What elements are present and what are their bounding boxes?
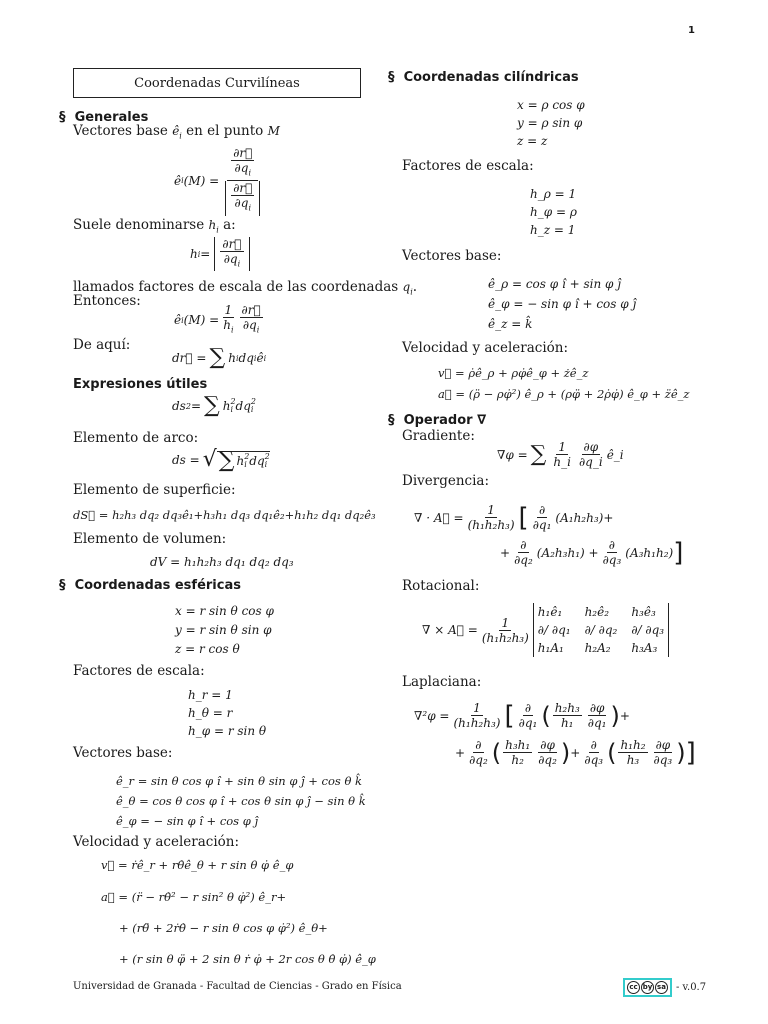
fraction	[551, 440, 573, 469]
denominator: ∂q₁	[532, 518, 552, 532]
radicand	[217, 448, 270, 473]
superscript: 2	[230, 397, 236, 406]
gradiente-label: Gradiente:	[402, 428, 475, 444]
fraction	[240, 303, 263, 337]
text: ∇²φ =	[414, 708, 450, 723]
esfericas-acceleration	[101, 882, 376, 975]
fraction	[451, 701, 502, 730]
esfericas-velacel-label: Velocidad y aceleración:	[73, 834, 240, 850]
coord-z: z = z	[517, 134, 548, 148]
superscript: 2	[185, 401, 191, 411]
acc-line-2: + (rθ̈ + 2ṙθ̇ − r sin θ cos φ φ̇²) ê_θ+	[119, 921, 328, 935]
equation-divergence-line2	[500, 538, 683, 567]
footer-right	[623, 978, 706, 997]
base-r: ê_r = sin θ cos φ î + sin θ sin φ ĵ + cos θ k̂	[116, 774, 363, 788]
subscript: i	[256, 325, 260, 335]
text: ê_i	[606, 447, 624, 462]
numerator: ∂	[475, 738, 482, 752]
fraction	[223, 146, 262, 216]
section-mark: §	[59, 110, 66, 125]
scale-z: h_z = 1	[530, 223, 576, 237]
cilindricas-scales	[530, 185, 577, 239]
fraction	[582, 738, 605, 767]
det-cell: h₂A₂	[584, 641, 611, 655]
acc-line-1: a⃗ = (r̈ − rθ̇² − r sin² θ φ̇²) ê_r+	[101, 890, 287, 904]
esfericas-scales	[188, 686, 266, 740]
section-mark: §	[388, 70, 395, 85]
text: h	[223, 318, 231, 332]
cilindricas-bases	[488, 274, 636, 334]
section-operador-heading	[388, 413, 486, 428]
denominator	[222, 252, 242, 271]
det-cell: ∂/ ∂q₁	[537, 623, 571, 637]
text: ∂q	[234, 196, 249, 211]
sub-sup	[265, 453, 270, 469]
denominator: ∂q₂	[514, 553, 533, 567]
text: dq	[235, 399, 251, 413]
page-number: 1	[688, 25, 695, 36]
heading-text: Coordenadas esféricas	[74, 578, 241, 593]
numerator: ∂	[608, 538, 616, 552]
denominator: ∂q₁	[587, 716, 607, 730]
numerator: h₃h₁	[505, 738, 531, 752]
equation-ds2	[172, 393, 257, 418]
denominator: (h₁h₂h₃)	[467, 518, 515, 532]
numerator: ∂r⃗	[222, 237, 242, 251]
bracket-close: ]	[685, 737, 696, 768]
numerator: ∂φ	[540, 738, 555, 752]
scale-phi: h_φ = ρ	[530, 205, 577, 219]
paren-open: (	[541, 701, 551, 730]
elemento-volumen-label: Elemento de volumen:	[73, 531, 227, 547]
section-mark: §	[388, 413, 395, 428]
numerator: ∂φ	[655, 738, 671, 752]
det-cell: h₃A₃	[631, 641, 658, 655]
coord-z: z = r cos θ	[175, 642, 240, 656]
symbol: ê	[172, 124, 180, 138]
de-aqui-label: De aquí:	[73, 337, 131, 353]
symbol: M	[267, 124, 280, 138]
subscript: i	[181, 176, 184, 186]
paren-close: )	[610, 701, 620, 730]
equation-laplacian-line1	[414, 701, 630, 730]
cilindricas-velacel-label: Velocidad y aceleración:	[402, 340, 569, 356]
fraction	[480, 616, 531, 645]
cc-icon: cc	[627, 981, 640, 994]
text: .	[412, 279, 418, 295]
page-title: Coordenadas Curvilíneas	[73, 68, 361, 98]
numerator: ∂	[590, 738, 597, 752]
fraction	[652, 738, 675, 767]
subscript: i	[244, 460, 247, 469]
denominator: h₃	[626, 753, 640, 767]
equation-hi	[190, 237, 250, 271]
det-cell: h₂ê₂	[584, 605, 610, 619]
text: (A₂h₃h₁) +	[536, 545, 599, 560]
subscript: i	[230, 325, 234, 335]
coord-x: x = ρ cos φ	[517, 98, 585, 112]
rotacional-label: Rotacional:	[402, 578, 480, 594]
denominator: (h₁h₂h₃)	[453, 716, 501, 730]
equation-divergence-line1	[414, 503, 613, 532]
base-rho: ê_ρ = cos φ î + sin φ ĵ	[488, 277, 621, 291]
abs-bars	[214, 237, 249, 271]
numerator: ∂φ	[583, 440, 599, 454]
subscript: i	[248, 168, 251, 178]
footer-institution: Universidad de Granada - Facultad de Ciencias - Grado en Física	[73, 981, 402, 992]
fraction	[517, 701, 540, 730]
denominator: ∂q₁	[518, 716, 538, 730]
cilindricas-vectores-label: Vectores base:	[402, 248, 502, 264]
text: dq	[238, 351, 254, 365]
fraction	[531, 503, 554, 532]
cilindricas-factores-label: Factores de escala:	[402, 158, 534, 174]
text: =	[200, 247, 211, 262]
fraction	[503, 738, 532, 767]
fraction	[220, 237, 243, 271]
subscript: i	[197, 249, 201, 259]
fraction	[586, 701, 609, 730]
summation-icon: ∑	[204, 393, 220, 418]
base-theta: ê_θ = cos θ cos φ î + cos θ sin φ ĵ − sin θ k̂	[116, 794, 366, 808]
paren-close: )	[676, 738, 686, 767]
subscript: i	[250, 405, 254, 414]
superscript: 2	[244, 452, 250, 461]
summation-icon: ∑	[209, 345, 226, 370]
denominator	[241, 318, 261, 337]
det-cell: ∂/ ∂q₃	[631, 623, 665, 637]
version-label: - v.0.7	[676, 982, 707, 993]
section-utiles-heading: Expresiones útiles	[73, 377, 208, 392]
fraction	[231, 181, 254, 215]
denominator	[221, 318, 235, 337]
text: en el punto	[181, 123, 268, 139]
bracket-close: ]	[673, 537, 684, 568]
text: ∇φ =	[497, 447, 528, 462]
text: ∂q	[223, 252, 238, 266]
creative-commons-license-icon[interactable]	[623, 978, 672, 997]
laplaciana-label: Laplaciana:	[402, 674, 482, 690]
numerator: h₁h₂	[620, 738, 646, 752]
superscript: 2	[264, 452, 270, 461]
section-mark: §	[59, 578, 66, 593]
numerator: ∂φ	[589, 701, 605, 715]
text: ∇ · A⃗ =	[414, 510, 464, 525]
text: +	[619, 708, 630, 723]
det-cell: h₃ê₃	[631, 605, 656, 619]
subscript: i	[179, 131, 182, 141]
esfericas-velocity: v⃗ = ṙê_r + rθ̇ê_θ + r sin θ φ̇ ê_φ	[101, 858, 294, 872]
text: +	[455, 745, 466, 760]
coord-x: x = r sin θ cos φ	[175, 604, 274, 618]
symbol: ê	[174, 173, 182, 188]
text: Vectores base	[73, 123, 173, 139]
sub-sup	[251, 398, 256, 414]
subscript: i	[230, 405, 234, 414]
subscript: i	[264, 460, 268, 469]
text: ∂q	[242, 318, 257, 332]
cilindricas-acceleration: a⃗ = (ρ̈ − ρφ̇²) ê_ρ + (ρφ̈ + 2ρ̇φ̇) ê_φ + z̈ê_z	[438, 387, 690, 401]
by-icon: by	[641, 981, 654, 994]
section-cilindricas-heading	[388, 70, 579, 85]
coord-y: y = r sin θ sin φ	[175, 623, 272, 637]
esfericas-bases	[116, 771, 366, 831]
text: ∇ × A⃗ =	[422, 623, 478, 637]
text: llamados factores de escala de las coordenadas	[73, 279, 403, 295]
scale-r: h_r = 1	[188, 688, 233, 702]
text: (A₁h₂h₃)+	[555, 510, 614, 525]
subscript: i	[216, 225, 219, 235]
equation-ei-scaled	[174, 303, 265, 337]
elemento-arco-label: Elemento de arco:	[73, 430, 199, 446]
paren-open: (	[491, 738, 502, 767]
symbol: h	[190, 247, 198, 262]
divergencia-label: Divergencia:	[402, 473, 490, 489]
fraction-den	[223, 181, 262, 215]
cilindricas-velocity: v⃗ = ρ̇ê_ρ + ρφ̇ê_φ + żê_z	[438, 366, 589, 380]
numerator: 1	[487, 503, 495, 517]
scale-theta: h_θ = r	[188, 706, 233, 720]
denominator: ∂q₂	[538, 753, 557, 767]
symbol: h	[236, 454, 245, 468]
denominator: (h₁h₂h₃)	[481, 630, 529, 645]
base-phi: ê_φ = − sin φ î + cos φ ĵ	[116, 814, 259, 828]
fraction	[221, 303, 235, 337]
text: a:	[218, 217, 236, 233]
sa-icon: sa	[655, 981, 668, 994]
fraction	[231, 146, 254, 180]
denominator	[233, 196, 253, 215]
summation-icon: ∑	[218, 448, 235, 473]
bracket-open: [	[518, 502, 529, 533]
equation-dr	[172, 345, 267, 370]
heading-text: Coordenadas cilíndricas	[403, 70, 579, 85]
numerator: ∂	[520, 538, 527, 552]
numerator: 1	[224, 303, 233, 317]
equation-dS: dS⃗ = h₂h₃ dq₂ dq₃ê₁+h₃h₁ dq₃ dq₁ê₂+h₁h₂ dq₁ dq₂ê₃	[73, 508, 376, 522]
text: (A₃h₁h₂)	[625, 545, 674, 560]
fraction	[601, 538, 624, 567]
determinant	[533, 603, 669, 657]
heading-text: Generales	[74, 110, 149, 125]
summation-icon: ∑	[530, 441, 547, 467]
symbol: q	[402, 280, 411, 294]
text: +	[570, 745, 581, 760]
denominator: ∂q₃	[584, 753, 604, 767]
suele-line	[73, 217, 236, 235]
equation-ds	[172, 447, 270, 473]
symbol: ê	[174, 313, 182, 328]
equation-curl	[422, 603, 669, 657]
symbol: ê	[256, 351, 264, 365]
text: dr⃗ =	[172, 351, 207, 365]
symbol: h	[228, 351, 236, 365]
scale-phi: h_φ = r sin θ	[188, 724, 267, 738]
base-z: ê_z = k̂	[488, 317, 533, 331]
numerator: 1	[558, 440, 566, 454]
subscript: i	[248, 203, 251, 213]
det-cell: h₁ê₁	[537, 605, 563, 619]
scale-rho: h_ρ = 1	[530, 187, 577, 201]
equation-ei-definition	[174, 146, 264, 216]
subscript: i	[235, 353, 239, 363]
text: =	[190, 399, 201, 413]
elemento-superficie-label: Elemento de superficie:	[73, 482, 236, 498]
equation-gradient	[497, 440, 624, 469]
fraction	[553, 701, 582, 730]
fraction	[466, 503, 517, 532]
equation-laplacian-line2	[455, 738, 696, 767]
symbol: h	[208, 218, 217, 232]
equation-dV: dV = h₁h₂h₃ dq₁ dq₂ dq₃	[150, 555, 294, 569]
esfericas-coords	[175, 602, 274, 659]
denominator	[233, 161, 253, 180]
denominator: ∂q_i	[578, 455, 603, 469]
fraction	[536, 738, 559, 767]
heading-text: Operador ∇	[403, 413, 487, 428]
text: dq	[249, 454, 265, 468]
fraction-num	[227, 146, 258, 181]
denominator: h_i	[553, 455, 571, 469]
subscript: i	[410, 287, 413, 297]
esfericas-factores-label: Factores de escala:	[73, 663, 205, 679]
bracket-open: [	[504, 700, 515, 731]
abs-bars	[225, 181, 260, 215]
subscript: i	[237, 259, 241, 269]
sqrt-icon: √	[202, 447, 217, 472]
numerator: ∂	[538, 503, 546, 517]
text: (M) =	[183, 173, 220, 188]
subscript: i	[263, 353, 267, 363]
vectores-base-line	[73, 123, 280, 141]
paren-close: )	[560, 738, 571, 767]
paren-open: (	[607, 738, 617, 767]
acc-line-3: + (r sin θ φ̈ + 2 sin θ ṙ φ̇ + 2r cos θ θ̇ φ̇) ê_φ	[119, 952, 376, 966]
det-cell: ∂/ ∂q₂	[584, 623, 618, 637]
fraction	[577, 440, 605, 469]
denominator: h₂	[511, 753, 524, 767]
numerator: ∂r⃗	[233, 146, 253, 160]
esfericas-vectores-label: Vectores base:	[73, 745, 173, 761]
cilindricas-coords	[517, 96, 585, 150]
base-phi: ê_φ = − sin φ î + cos φ ĵ	[488, 297, 637, 311]
fraction	[618, 738, 647, 767]
text: Suele denominarse	[73, 217, 209, 233]
subscript: i	[181, 315, 184, 325]
entonces-label: Entonces:	[73, 293, 141, 309]
denominator: ∂q₂	[469, 753, 488, 767]
numerator: h₂h₃	[554, 701, 580, 715]
det-cell: h₁A₁	[537, 641, 564, 655]
coord-y: y = ρ sin φ	[517, 116, 583, 130]
subscript: i	[253, 353, 257, 363]
denominator: ∂q₃	[602, 553, 622, 567]
denominator: ∂q₃	[653, 753, 673, 767]
numerator: ∂r⃗	[233, 181, 253, 196]
numerator: 1	[473, 701, 481, 715]
superscript: 2	[250, 397, 257, 406]
text: (M) =	[183, 313, 220, 328]
fraction	[467, 738, 490, 767]
fraction	[512, 538, 535, 567]
numerator: ∂	[524, 701, 532, 715]
text: ds =	[172, 453, 200, 467]
numerator: 1	[501, 615, 510, 630]
section-esfericas-heading	[59, 578, 241, 593]
symbol: h	[222, 399, 231, 413]
text: ds	[172, 399, 186, 413]
text: ∂q	[234, 161, 249, 175]
numerator: ∂r⃗	[241, 303, 261, 317]
text: +	[500, 545, 511, 560]
denominator: h₁	[560, 716, 574, 730]
